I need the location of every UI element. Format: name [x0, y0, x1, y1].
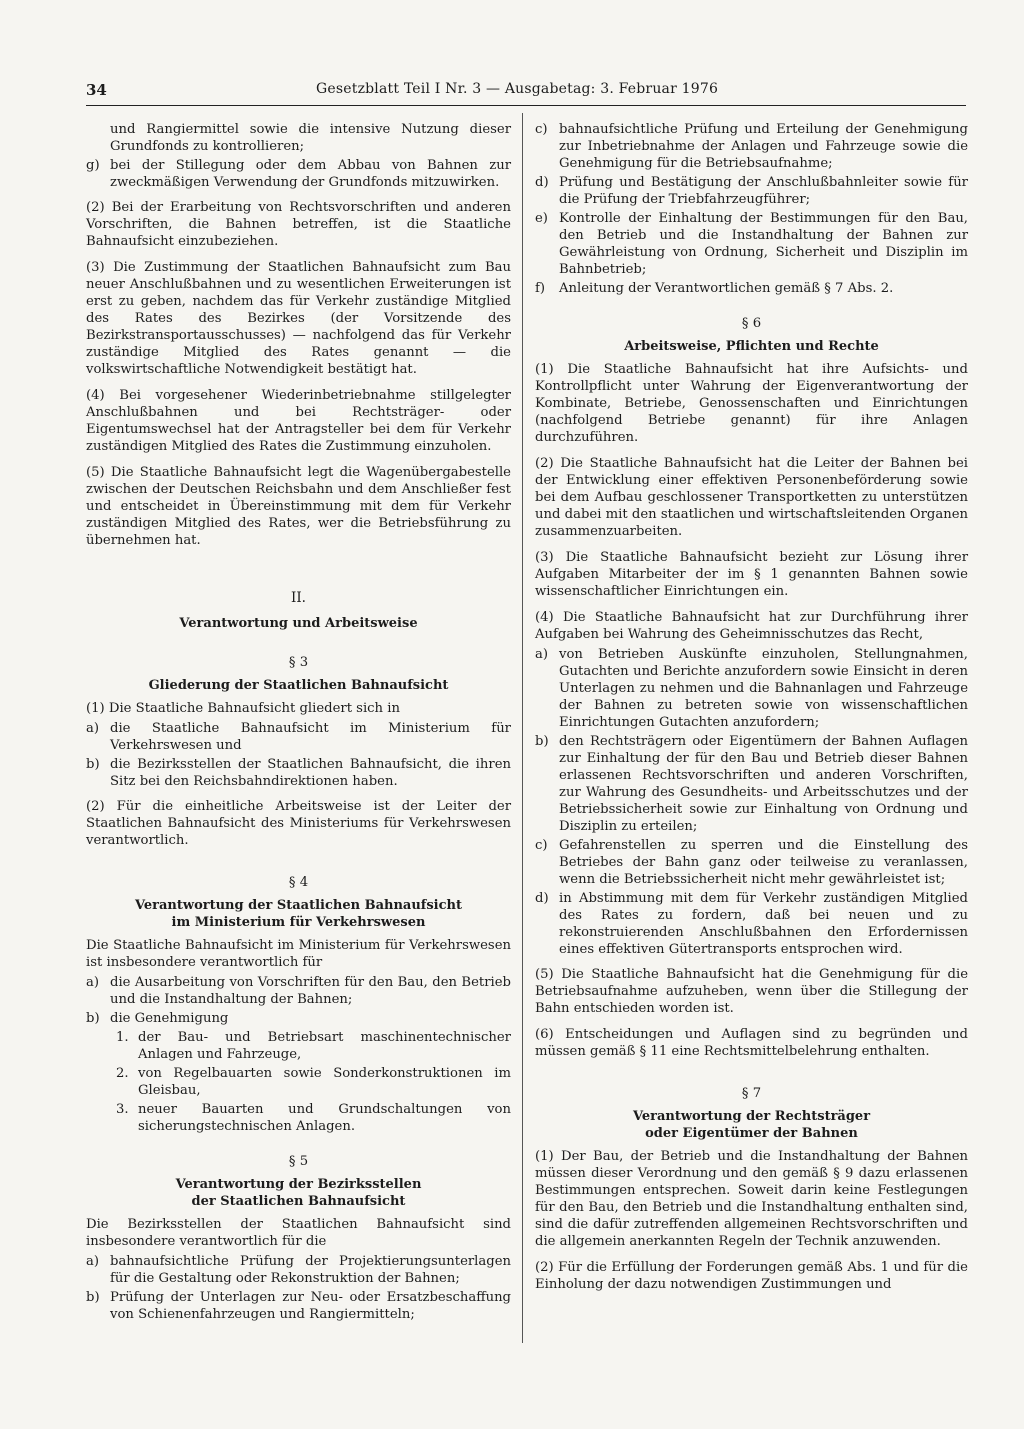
- paragraph: (2) Die Staatliche Bahnaufsicht hat die Leiter der Bahnen bei der Entwicklung einer effektiven Personenbeförderung sowie bei dem Aufbau geschlossener Transportketten zu unterstützen und dabei mit den staatlichen und wirtschaftsleitenden Organen zusammenzuarbeiten.: [535, 456, 968, 539]
- list-item: b) die Bezirksstellen der Staatlichen Bahnaufsicht, die ihren Sitz bei den Reichsbahndirektionen haben.: [86, 757, 511, 789]
- paragraph: (3) Die Zustimmung der Staatlichen Bahnaufsicht zum Bau neuer Anschlußbahnen und zu wesentlichen Erweiterungen ist erst zu geben, nachdem das für Verkehr zuständige Mitglied des Rates des Bezirkes (der Vorsitzende des Bezirkstransportausschusses) — nachfolgend das für Verkehr zuständige Mitglied des Rates genannt — die volkswirtschaftliche Notwendigkeit bestätigt hat.: [86, 260, 511, 377]
- list-item: b) Prüfung der Unterlagen zur Neu- oder Ersatzbeschaffung von Schienenfahrzeugen und Rangiermitteln;: [86, 1290, 511, 1322]
- paragraph: (2) Für die einheitliche Arbeitsweise ist der Leiter der Staatlichen Bahnaufsicht des Ministeriums für Verkehrswesen verantwortlich.: [86, 799, 511, 848]
- paragraph: (5) Die Staatliche Bahnaufsicht hat die Genehmigung für die Betriebsaufnahme aufzuheben, wenn über die Stillegung der Bahn entschieden worden ist.: [535, 967, 968, 1016]
- section-number: § 6: [741, 316, 762, 331]
- list-item: b) die Genehmigung: [86, 1011, 229, 1026]
- section-title: Arbeitsweise, Pflichten und Rechte: [624, 339, 879, 354]
- section-title: Verantwortung der Bezirksstellen: [175, 1177, 422, 1192]
- section-title: Verantwortung der Rechtsträger: [632, 1109, 871, 1124]
- paragraph: (1) Die Staatliche Bahnaufsicht gliedert sich in: [86, 701, 400, 716]
- list-item: b) den Rechtsträgern oder Eigentümern der Bahnen Auflagen zur Einhaltung der für den Bau und Betrieb dieser Bahnen erlassenen Rechtsvorschriften und anderen Vorschriften, zur Wahrung des Gesundheits- und Arbeitsschutzes und der Betriebssicherheit sowie zur Einhaltung von Ordnung und Disziplin zu erteilen;: [535, 734, 968, 834]
- paragraph: (5) Die Staatliche Bahnaufsicht legt die Wagenübergabestelle zwischen der Deutschen Reichsbahn und dem Anschließer fest und entscheidet in Übereinstimmung mit dem für Verkehr zuständigen Mitglied des Rates, wer die Betriebsführung zu übernehmen hat.: [86, 465, 511, 548]
- paragraph: Die Staatliche Bahnaufsicht im Ministerium für Verkehrswesen ist insbesondere verantwortlich für: [86, 938, 511, 970]
- right-column: [535, 121, 968, 1302]
- list-item: c) Gefahrenstellen zu sperren und die Einstellung des Betriebes der Bahn ganz oder teilweise zu veranlassen, wenn die Betriebssicherheit nicht mehr gewährleistet ist;: [535, 838, 968, 887]
- page-header: [86, 79, 966, 106]
- list-item: a) die Staatliche Bahnaufsicht im Ministerium für Verkehrswesen und: [86, 721, 511, 753]
- paragraph: (1) Der Bau, der Betrieb und die Instandhaltung der Bahnen müssen dieser Verordnung und den gemäß § 9 dazu erlassenen Bestimmungen entsprechen. Soweit darin keine Festlegungen für den Bau, den Betrieb und die Instandhaltung enthalten sind, sind die dafür zutreffenden allgemeinen Rechtsvorschriften und die allgemein anerkannten Regeln der Technik anzuwenden.: [535, 1149, 968, 1249]
- paragraph: (1) Die Staatliche Bahnaufsicht hat ihre Aufsichts- und Kontrollpflicht unter Wahrung der Eigenverantwortung der Kombinate, Betriebe, Genossenschaften und Einrichtungen (nachfolgend Betriebe genannt) für ihre Anlagen durchzuführen.: [535, 362, 968, 445]
- list-item: und Rangiermittel sowie die intensive Nutzung dieser Grundfonds zu kontrollieren;: [110, 122, 511, 154]
- section-title-line-2: der Staatlichen Bahnaufsicht: [191, 1194, 406, 1209]
- paragraph: (4) Bei vorgesehener Wiederinbetriebnahme stillgelegter Anschlußbahnen und bei Rechtsträger- oder Eigentumswechsel hat der Antragsteller bei dem für Verkehr zuständigen Mitglied des Rates die Zustimmung einzuholen.: [86, 388, 511, 454]
- paragraph: (3) Die Staatliche Bahnaufsicht bezieht zur Lösung ihrer Aufgaben Mitarbeiter der im § 1 genannten Bahnen sowie wissenschaftlicher Einrichtungen ein.: [535, 550, 968, 599]
- left-column: [86, 121, 511, 1325]
- list-item: f) Anleitung der Verantwortlichen gemäß § 7 Abs. 2.: [535, 281, 894, 296]
- section-number: § 5: [288, 1154, 309, 1169]
- part-title: Verantwortung und Arbeitsweise: [179, 616, 418, 631]
- list-item: e) Kontrolle der Einhaltung der Bestimmungen für den Bau, den Betrieb und die Instandhaltung der Bahnen zur Gewährleistung von Ordnung, Sicherheit und Disziplin im Bahnbetrieb;: [535, 211, 968, 277]
- section-number: § 4: [288, 875, 309, 890]
- column-divider: [522, 113, 523, 1343]
- paragraph: (2) Bei der Erarbeitung von Rechtsvorschriften und anderen Vorschriften, die Bahnen betreffen, ist die Staatliche Bahnaufsicht einzubeziehen.: [86, 200, 511, 249]
- sub-list-item: 1. der Bau- und Betriebsart maschinentechnischer Anlagen und Fahrzeuge,: [116, 1030, 511, 1062]
- list-item: g) bei der Stillegung oder dem Abbau von Bahnen zur zweckmäßigen Verwendung der Grundfonds mitzuwirken.: [86, 158, 511, 190]
- paragraph: (4) Die Staatliche Bahnaufsicht hat zur Durchführung ihrer Aufgaben bei Wahrung des Geheimnisschutzes das Recht,: [535, 610, 968, 642]
- paragraph: (6) Entscheidungen und Auflagen sind zu begründen und müssen gemäß § 11 eine Rechtsmittelbelehrung enthalten.: [535, 1027, 968, 1059]
- part-number: II.: [291, 590, 306, 606]
- paragraph: (2) Für die Erfüllung der Forderungen gemäß Abs. 1 und für die Einholung der dazu notwendigen Zustimmungen und: [535, 1260, 968, 1292]
- section-title: Verantwortung der Staatlichen Bahnaufsicht: [134, 898, 462, 913]
- sub-list-item: 2. von Regelbauarten sowie Sonderkonstruktionen im Gleisbau,: [116, 1066, 511, 1098]
- list-item: a) bahnaufsichtliche Prüfung der Projektierungsunterlagen für die Gestaltung oder Rekonstruktion der Bahnen;: [86, 1254, 511, 1286]
- sub-list-item: 3. neuer Bauarten und Grundschaltungen von sicherungstechnischen Anlagen.: [116, 1102, 511, 1134]
- section-title: Gliederung der Staatlichen Bahnaufsicht: [148, 678, 449, 693]
- list-item: a) von Betrieben Auskünfte einzuholen, Stellungnahmen, Gutachten und Berichte anzufordern sowie Einsicht in deren Unterlagen zu nehmen und die Bahnanlagen und Fahrzeuge der Bahnen zu betreten sowie von wissenschaftlichen Einrichtungen Gutachten anzufordern;: [535, 647, 968, 730]
- section-title-line-2: oder Eigentümer der Bahnen: [645, 1126, 858, 1141]
- list-item: d) in Abstimmung mit dem für Verkehr zuständigen Mitglied des Rates zu fordern, daß bei neuen und zu rekonstruierenden Anschlußbahnen den Erfordernissen eines effektiven Gütertransports entsprochen wird.: [535, 891, 968, 957]
- list-item: c) bahnaufsichtliche Prüfung und Erteilung der Genehmigung zur Inbetriebnahme der Anlagen und Fahrzeuge sowie die Genehmigung für die Betriebsaufnahme;: [535, 122, 968, 171]
- section-number: § 7: [741, 1086, 762, 1101]
- page-number: 34: [86, 81, 107, 99]
- list-item: a) die Ausarbeitung von Vorschriften für den Bau, den Betrieb und die Instandhaltung der Bahnen;: [86, 975, 511, 1007]
- running-header-title: Gesetzblatt Teil I Nr. 3 — Ausgabetag: 3. Februar 1976: [316, 81, 719, 97]
- paragraph: Die Bezirksstellen der Staatlichen Bahnaufsicht sind insbesondere verantwortlich für die: [86, 1217, 511, 1249]
- section-number: § 3: [288, 655, 309, 670]
- list-item: d) Prüfung und Bestätigung der Anschlußbahnleiter sowie für die Prüfung der Triebfahrzeugführer;: [535, 175, 968, 207]
- section-title-line-2: im Ministerium für Verkehrswesen: [171, 915, 426, 930]
